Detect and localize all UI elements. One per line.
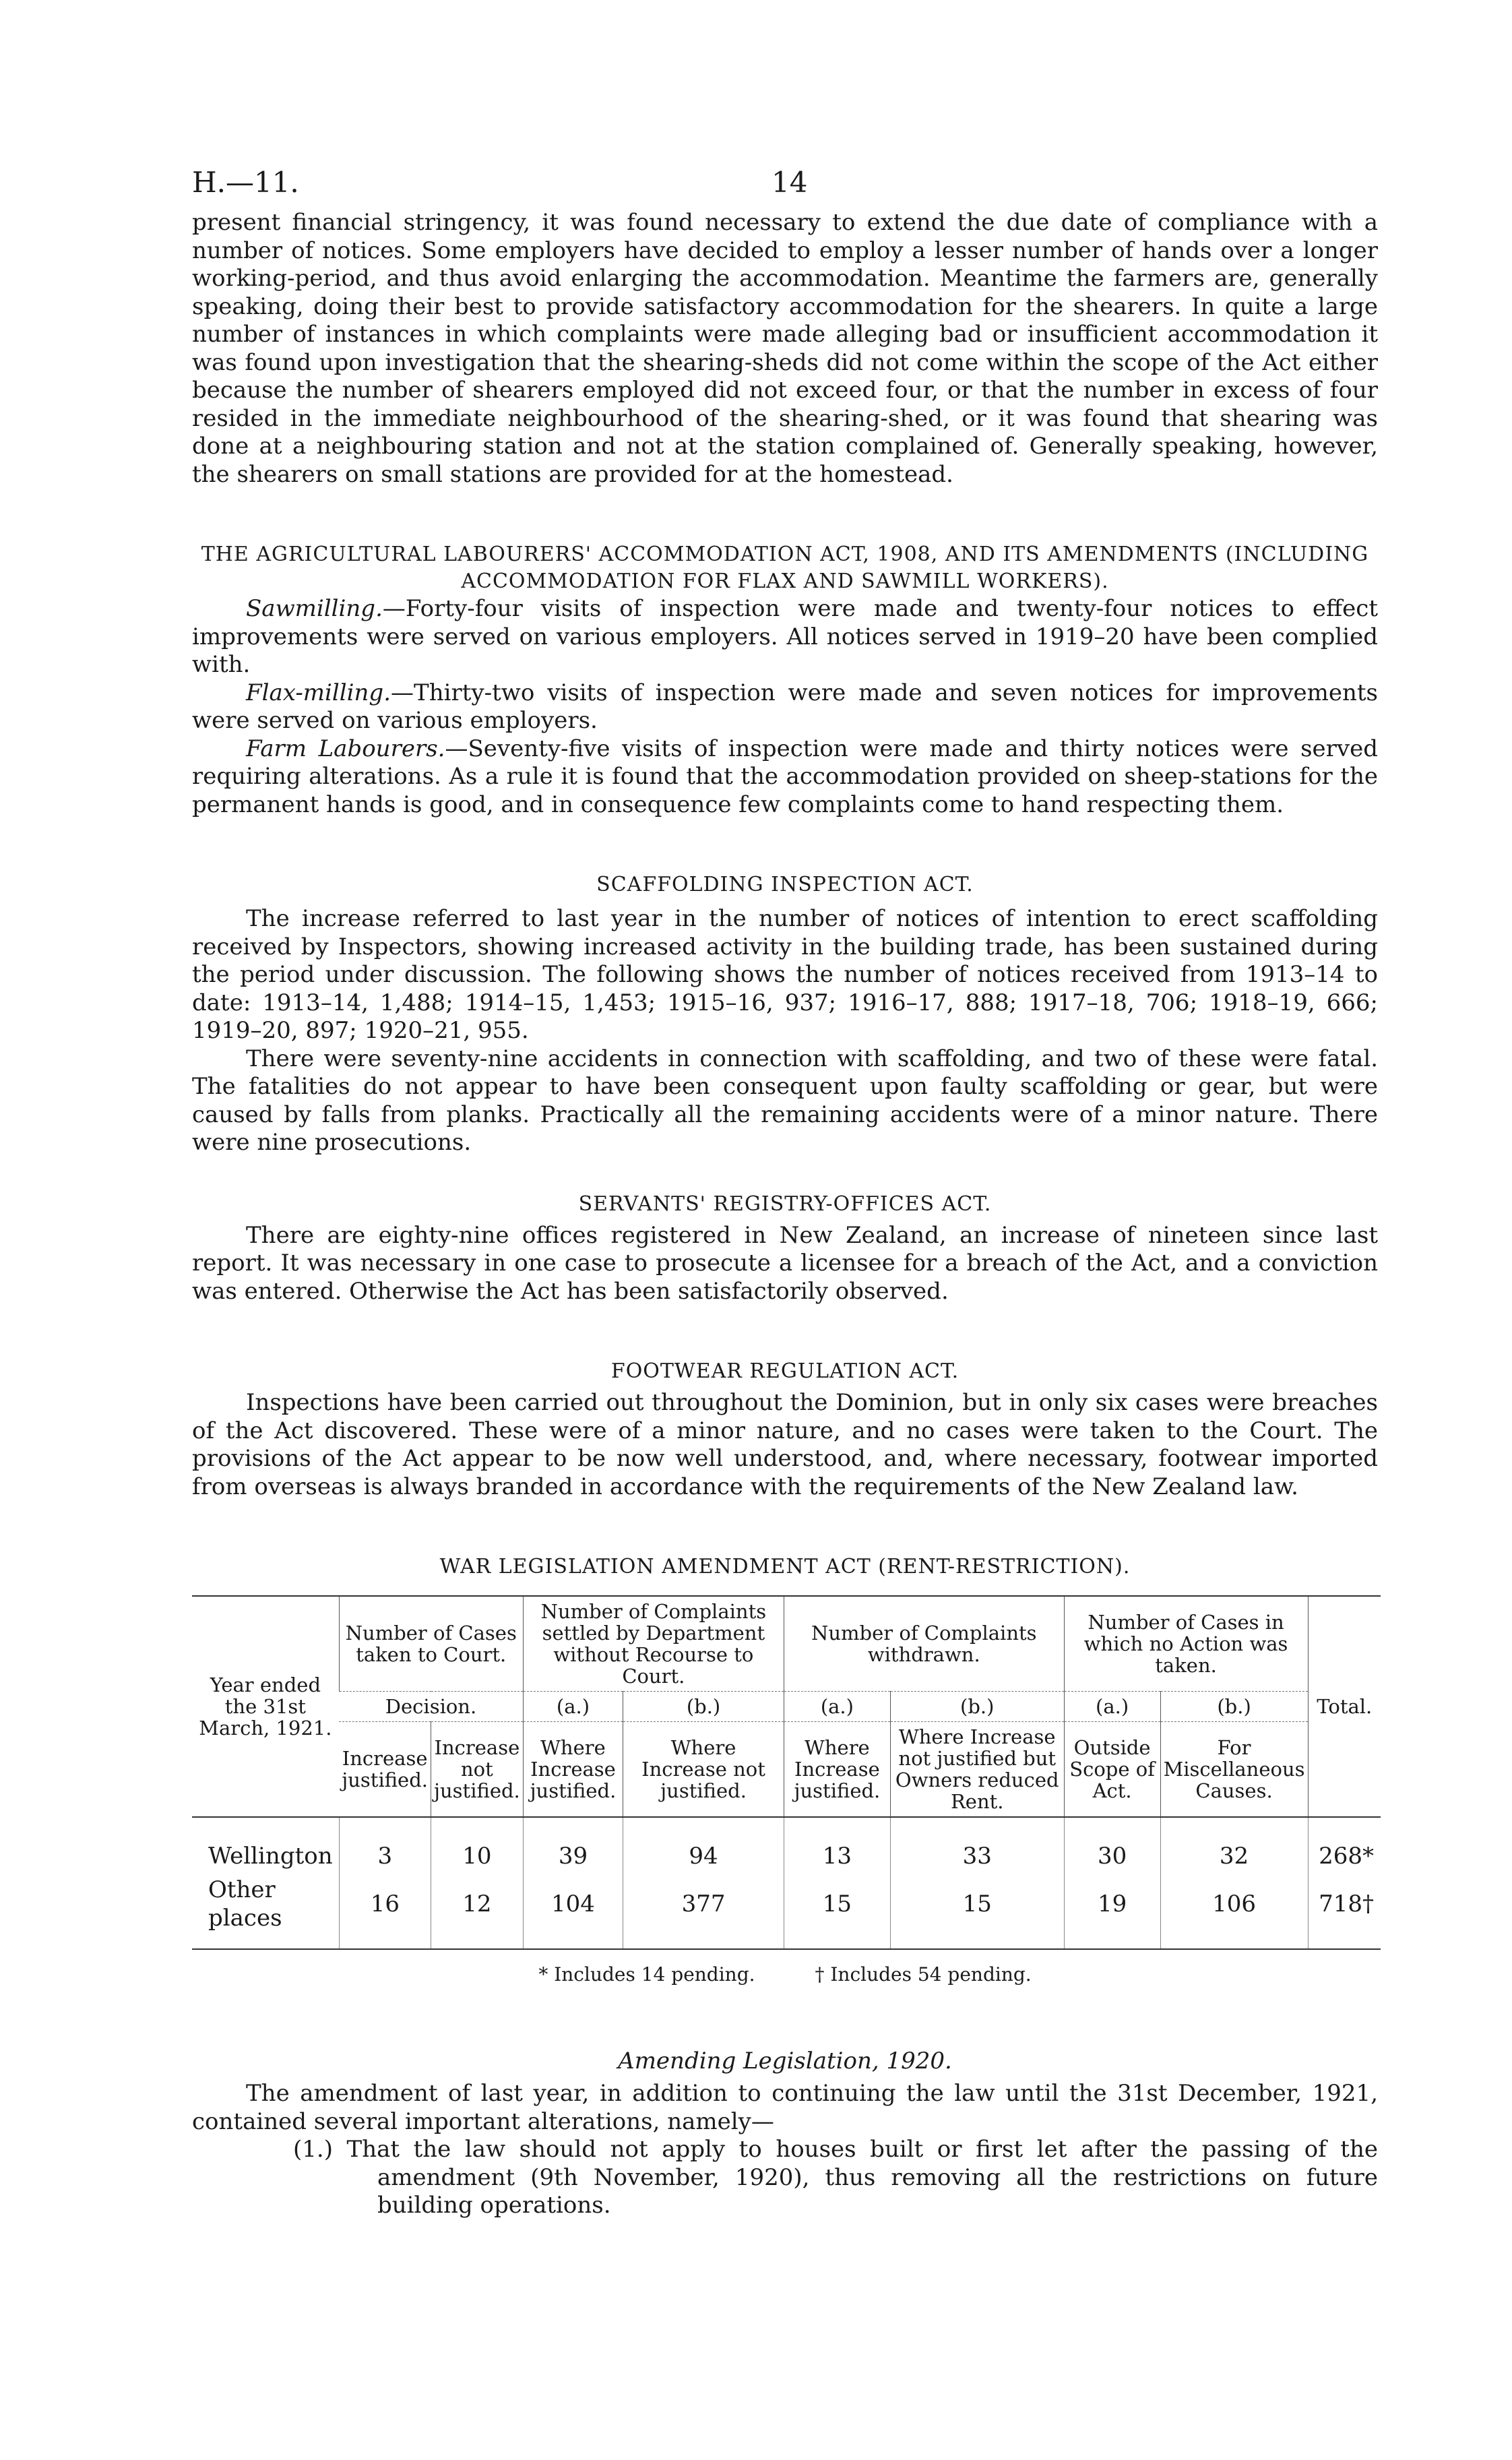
servants-heading: SERVANTS' REGISTRY-OFFICES ACT. xyxy=(578,1192,992,1216)
cell: 15 xyxy=(890,1873,1064,1949)
scaffolding-heading: SCAFFOLDING INSPECTION ACT. xyxy=(596,873,974,896)
farm-text: —Seventy-five visits of inspection were made and thirty notices were served requiring alterations. As a rule it is found that the accommodation provided on sheep-stations for the permanent hands is good, and in consequence few complaints come to hand respecting them. xyxy=(192,735,1379,818)
servants-paragraph: There are eighty-nine offices registered in New Zealand, an increase of nineteen since last report. It was necessary in one case to prosecute a licensee for a breach of the Act, and a conviction was entered. Otherwise the Act has been satisfactorily observed. xyxy=(192,1221,1378,1305)
grp-withdrawn: Number of Complaints withdrawn. xyxy=(784,1596,1064,1692)
flax-text: —Thirty-two visits of inspection were made and seven notices for improvements were served on various employers. xyxy=(192,679,1378,734)
cell: 106 xyxy=(1160,1873,1308,1949)
cell: 30 xyxy=(1064,1817,1160,1873)
farm-label: Farm Labourers. xyxy=(246,735,445,762)
no-action-b: (b.) xyxy=(1160,1692,1308,1722)
cell: 3 xyxy=(339,1817,431,1873)
col-miscellaneous: For Miscellaneous Causes. xyxy=(1160,1722,1308,1818)
grp-no-action: Number of Cases in which no Action was taken. xyxy=(1064,1596,1308,1692)
settled-a: (a.) xyxy=(523,1692,623,1722)
cell: 16 xyxy=(339,1873,431,1949)
withdrawn-b: (b.) xyxy=(890,1692,1064,1722)
document-id: H.—11. xyxy=(192,166,299,199)
flax-paragraph xyxy=(192,679,1378,735)
withdrawn-a: (a.) xyxy=(784,1692,890,1722)
cell: 33 xyxy=(890,1817,1064,1873)
cell: 377 xyxy=(623,1873,784,1949)
cell: 15 xyxy=(784,1873,890,1949)
page xyxy=(192,155,1378,2220)
table-footnotes xyxy=(192,1963,1378,1986)
decision-label: Decision. xyxy=(339,1692,523,1722)
table-row xyxy=(192,1817,1381,1873)
footwear-paragraph: Inspections have been carried out throughout the Dominion, but in only six cases were breaches of the Act discovered. These were of a minor nature, and no cases were taken to the Court. The provisions of the Act appear to be now well understood, and, where necessary, footwear imported from overseas is always branded in accordance with the requirements of the New Zealand law. xyxy=(192,1389,1378,1500)
cell: 10 xyxy=(431,1817,524,1873)
rent-restriction-table xyxy=(192,1595,1381,1950)
footwear-heading: FOOTWEAR REGULATION ACT. xyxy=(610,1359,959,1383)
cell: 104 xyxy=(523,1873,623,1949)
accommodation-heading xyxy=(192,541,1378,595)
col-outside-scope: Outside Scope of Act. xyxy=(1064,1722,1160,1818)
scaffolding-paragraph-1: The increase referred to last year in the number of notices of intention to erect scaffolding received by Inspectors, showing increased activity in the building trade, has been sustained during the period under discussion. The following shows the number of notices received from 1913–14 to date: 1913–14, 1,488; 1914–15, 1,453; 1915–16, 937; 1916–17, 888; 1917–18, 706; 1918–19, 666; 1919–20, 897; 1920–21, 955. xyxy=(192,905,1378,1044)
flax-label: Flax-milling. xyxy=(246,679,391,706)
col-increase-not-justified: Increase not justified. xyxy=(431,1722,524,1818)
sawmilling-paragraph xyxy=(192,595,1378,679)
table-row xyxy=(192,1873,1381,1949)
page-number: 14 xyxy=(771,166,808,199)
row-place: Wellington xyxy=(192,1817,339,1873)
col-withdrawn-justified: Where Increase justified. xyxy=(784,1722,890,1818)
accommodation-heading-line2: ACCOMMODATION FOR FLAX AND SAWMILL WORKERS). xyxy=(461,570,1109,593)
scaffolding-paragraph-2: There were seventy-nine accidents in connection with scaffolding, and two of these were fatal. The fatalities do not appear to have been consequent upon faulty scaffolding or gear, but were caused by falls from planks. Practically all the remaining accidents were of a minor nature. There were nine prosecutions. xyxy=(192,1045,1378,1156)
farm-paragraph xyxy=(192,735,1378,820)
col-total: Total. xyxy=(1308,1596,1381,1817)
amending-paragraph: The amendment of last year, in addition to continuing the law until the 31st December, 1921, contained several important alterations, namely— xyxy=(192,2080,1378,2135)
rent-table-heading: WAR LEGISLATION AMENDMENT ACT (RENT-RESTRICTION). xyxy=(439,1555,1131,1578)
intro-paragraph: present financial stringency, it was found necessary to extend the due date of compliance with a number of notices. Some employers have decided to employ a lesser number of hands over a longer working-period, and thus avoid enlarging the accommodation. Meantime the farmers are, generally speaking, doing their best to provide satisfactory accommodation for the shearers. In quite a large number of instances in which complaints were made alleging bad or insufficient accommodation it was found upon investigation that the shearing-sheds did not come within the scope of the Act either because the number of shearers employed did not exceed four, or that the number in excess of four resided in the immediate neighbourhood of the shearing-shed, or it was found that shearing was done at a neighbouring station and not at the station complained of. Generally speaking, however, the shearers on small stations are provided for at the homestead. xyxy=(192,209,1378,488)
row-place: Other places xyxy=(192,1873,339,1949)
col-increase-justified: Increase justified. xyxy=(339,1722,431,1818)
page-header xyxy=(192,155,1378,202)
col-settled-justified: Where Increase justified. xyxy=(523,1722,623,1818)
cell: 13 xyxy=(784,1817,890,1873)
row-total: 718† xyxy=(1308,1873,1381,1949)
footnote-2: † Includes 54 pending. xyxy=(815,1963,1032,1986)
grp-settled: Number of Complaints settled by Department without Recourse to Court. xyxy=(523,1596,784,1692)
amending-heading: Amending Legislation, 1920. xyxy=(618,2048,952,2074)
cell: 94 xyxy=(623,1817,784,1873)
amending-item-1: (1.) That the law should not apply to houses built or first let after the passing of the amendment (9th November, 1920), thus removing all the restrictions on future building operations. xyxy=(293,2136,1378,2219)
sawmilling-label: Sawmilling. xyxy=(246,595,383,622)
accommodation-heading-line1: THE AGRICULTURAL LABOURERS' ACCOMMODATION ACT, 1908, AND ITS AMENDMENTS (INCLUDING xyxy=(201,543,1369,566)
row-total: 268* xyxy=(1308,1817,1381,1873)
grp-court: Number of Cases taken to Court. xyxy=(339,1596,523,1692)
cell: 39 xyxy=(523,1817,623,1873)
cell: 12 xyxy=(431,1873,524,1949)
footnote-1: * Includes 14 pending. xyxy=(538,1963,755,1986)
cell: 19 xyxy=(1064,1873,1160,1949)
sawmilling-text: —Forty-four visits of inspection were made and twenty-four notices to effect improvements were served on various employers. All notices served in 1919–20 have been complied with. xyxy=(192,595,1378,678)
settled-b: (b.) xyxy=(623,1692,784,1722)
no-action-a: (a.) xyxy=(1064,1692,1160,1722)
cell: 32 xyxy=(1160,1817,1308,1873)
col-year: Year ended the 31st March, 1921. xyxy=(192,1596,339,1817)
col-settled-not-justified: Where Increase not justified. xyxy=(623,1722,784,1818)
col-withdrawn-owners-reduced: Where Increase not justified but Owners reduced Rent. xyxy=(890,1722,1064,1818)
